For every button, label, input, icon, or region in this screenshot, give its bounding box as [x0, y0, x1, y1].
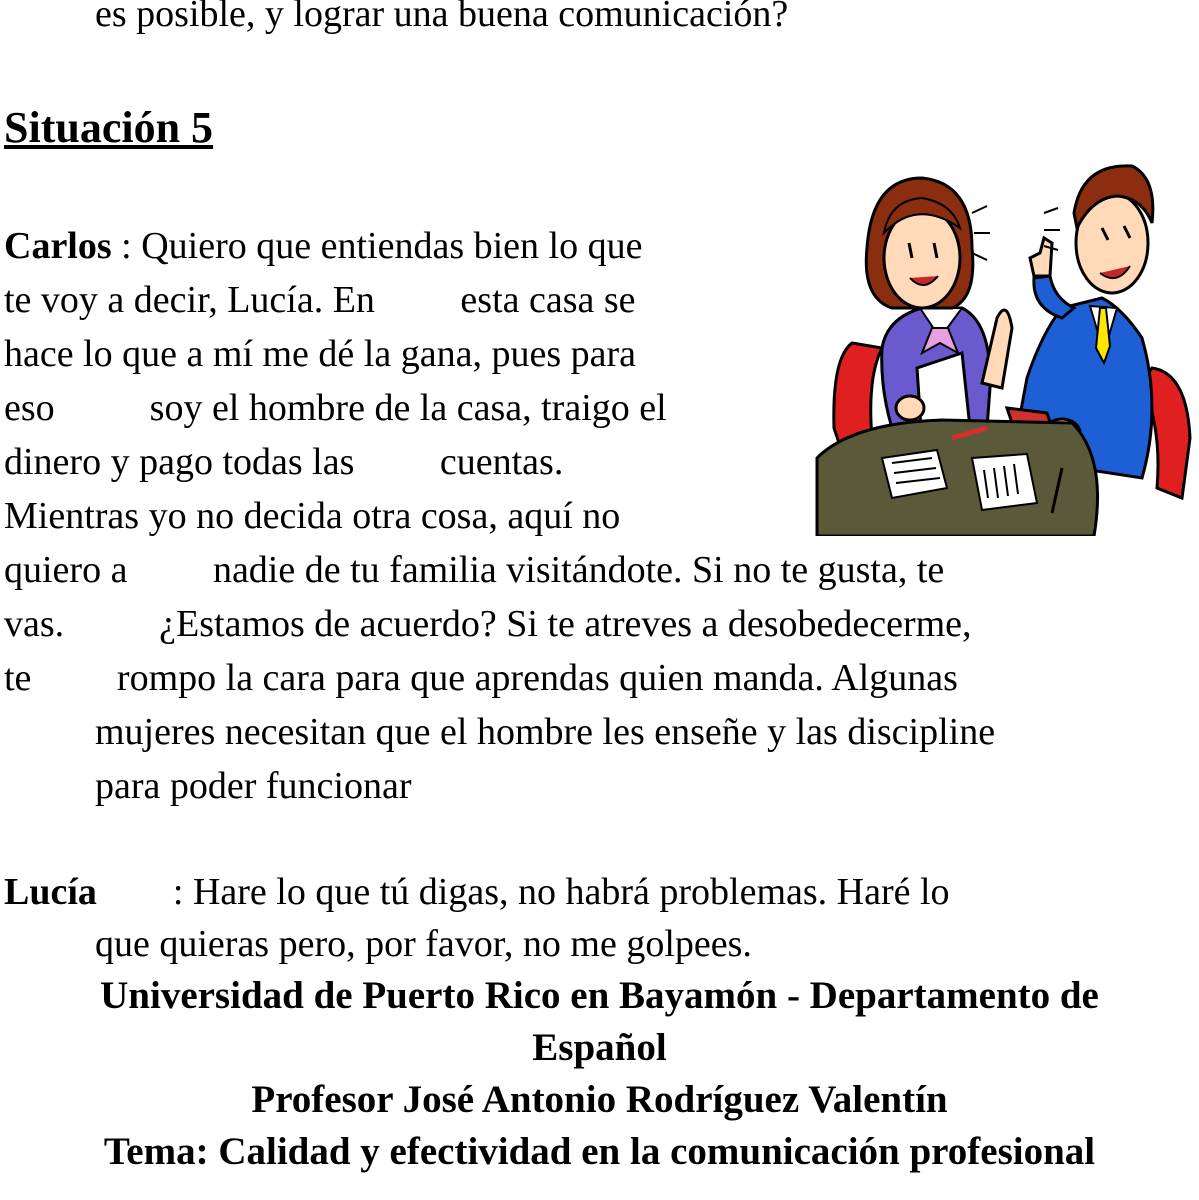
conversation-illustration: [812, 158, 1197, 536]
carlos-line-6: Mientras yo no decida otra cosa, aquí no: [4, 495, 621, 537]
carlos-line-8: vas. ¿Estamos de acuerdo? Si te atreves a desobedecerme,: [4, 603, 972, 645]
carlos-line-4: eso soy el hombre de la casa, traigo el: [4, 387, 667, 429]
speaker-lucia: Lucía: [4, 871, 97, 913]
lucia-line-2: que quieras pero, por favor, no me golpees.: [95, 923, 752, 965]
continued-text: es posible, y lograr una buena comunicación?: [95, 0, 789, 35]
carlos-line-1-text: : Quiero que entiendas bien lo que: [111, 225, 643, 267]
carlos-line-3: hace lo que a mí me dé la gana, pues para: [4, 333, 636, 375]
carlos-line-9: te rompo la cara para que aprendas quien manda. Algunas: [4, 657, 958, 699]
footer-professor: Profesor José Antonio Rodríguez Valentín: [251, 1078, 948, 1121]
carlos-line-11: para poder funcionar: [95, 765, 412, 807]
section-heading: Situación 5: [4, 103, 214, 152]
footer-university: Universidad de Puerto Rico en Bayamón - Departamento de: [100, 974, 1099, 1017]
carlos-line-2: te voy a decir, Lucía. En esta casa se: [4, 279, 636, 321]
carlos-line-10: mujeres necesitan que el hombre les enseñe y las discipline: [95, 711, 996, 753]
lucia-line-1-text: : Hare lo que tú digas, no habrá problemas. Haré lo: [96, 871, 950, 913]
lucia-line-1: [4, 870, 950, 914]
footer-topic: Tema: Calidad y efectividad en la comunicación profesional: [103, 1130, 1096, 1173]
footer-department: Español: [532, 1026, 667, 1069]
speaker-carlos: Carlos: [4, 225, 112, 267]
carlos-line-5: dinero y pago todas las cuentas.: [4, 441, 564, 483]
carlos-line-1: [4, 224, 642, 268]
carlos-line-7: quiero a nadie de tu familia visitándote. Si no te gusta, te: [4, 549, 945, 591]
